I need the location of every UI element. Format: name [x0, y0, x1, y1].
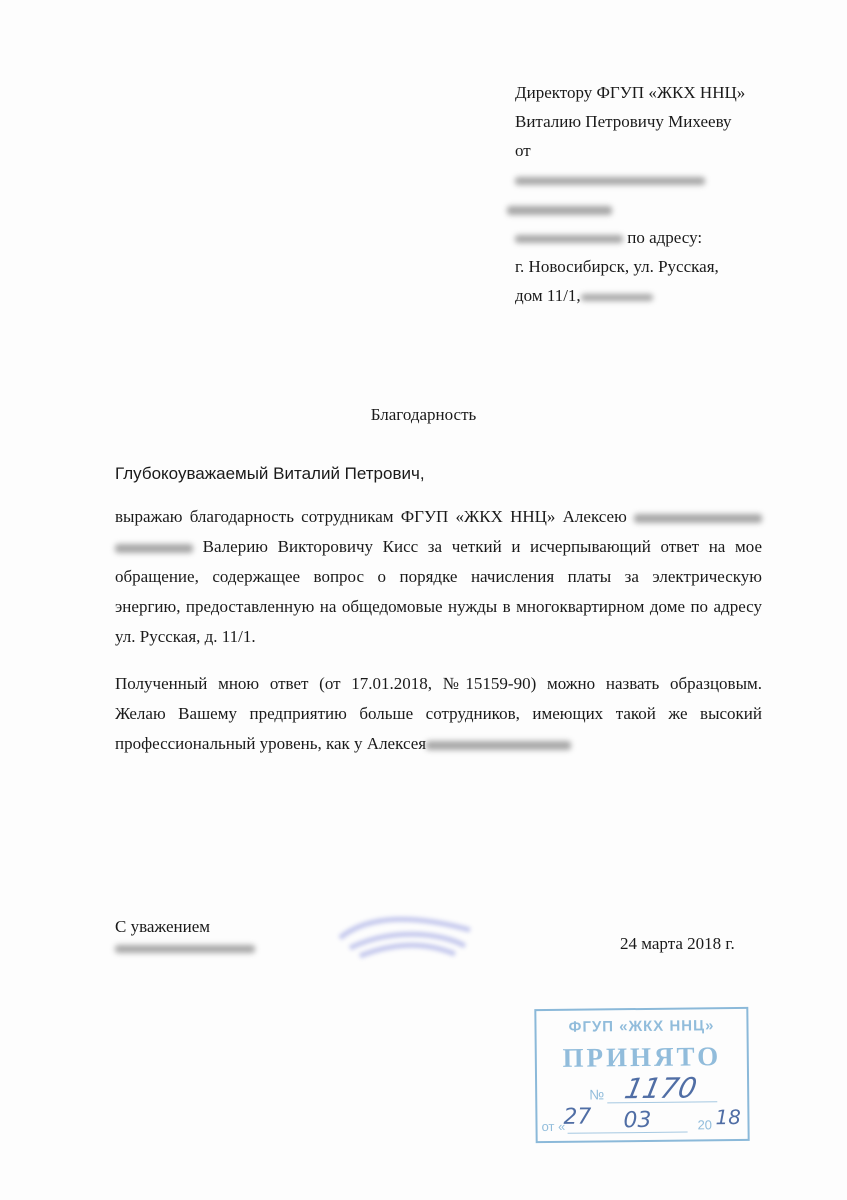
address-line-2-wrap	[515, 281, 815, 310]
paragraph-1	[115, 502, 762, 652]
stamp-accepted: ПРИНЯТО	[562, 1041, 722, 1073]
paragraph-2-line-2: Желаю Вашему предприятию больше сотрудников, имеющих такой же высокий	[115, 704, 762, 723]
signature	[330, 908, 480, 964]
closing-text: С уважением	[115, 917, 211, 936]
redacted-sender-surname	[515, 194, 815, 223]
paragraph-1-line-5: ул. Русская, д. 11/1.	[115, 627, 256, 646]
letter-date: 24 марта 2018 г.	[620, 934, 735, 953]
stamp-month: 03	[623, 1107, 652, 1134]
paragraph-2	[115, 669, 762, 759]
stamp-number: 1170	[621, 1071, 700, 1106]
redacted-sender-name	[515, 165, 815, 194]
closing-block	[115, 917, 255, 957]
greeting: Глубокоуважаемый Виталий Петрович,	[115, 464, 425, 483]
paragraph-1-line-4: энергию, предоставленную на общедомовые нужды в многоквартирном доме по адресу	[115, 597, 762, 616]
stamp-day: 27	[563, 1104, 592, 1130]
address-label: по адресу:	[627, 228, 703, 247]
paragraph-1-line-2	[115, 532, 762, 562]
p2-l3-text: профессиональный уровень, как у Алексея	[115, 734, 427, 753]
stamp-org: ФГУП «ЖКХ ННЦ»	[568, 1017, 715, 1036]
addressee-line-2: Виталию Петровичу Михееву	[515, 112, 732, 131]
received-stamp	[534, 1007, 749, 1143]
paragraph-2-line-1: Полученный мною ответ (от 17.01.2018, №15159-90) можно назвать образцовым.	[115, 674, 762, 693]
paragraph-1-line-3: обращение, содержащее вопрос о порядке начисления платы за электрическую	[115, 567, 762, 586]
stamp-year-hand: 18	[715, 1104, 742, 1130]
paragraph-1-line-1	[115, 502, 762, 532]
addressee-block	[515, 78, 815, 310]
document-title: Благодарность	[370, 405, 477, 424]
address-line-1: г. Новосибирск, ул. Русская,	[515, 257, 719, 276]
address-label-line	[515, 223, 815, 252]
addressee-line-1: Директору ФГУП «ЖКХ ННЦ»	[515, 83, 746, 102]
stamp-number-label: №	[589, 1086, 605, 1103]
stamp-from-label: от «	[541, 1118, 566, 1135]
addressee-from: от	[515, 141, 531, 160]
p1-l1-text: выражаю благодарность сотрудникам ФГУП «ЖКХ ННЦ» Алексею	[115, 507, 627, 526]
stamp-year-prefix: 20	[697, 1117, 713, 1133]
p1-l2-text: Валерию Викторовичу Кисс за четкий и исчерпывающий ответ на мое	[202, 537, 762, 556]
address-line-2: дом 11/1,	[515, 286, 581, 305]
redacted-signatory	[115, 945, 255, 953]
paragraph-2-line-3	[115, 729, 762, 759]
